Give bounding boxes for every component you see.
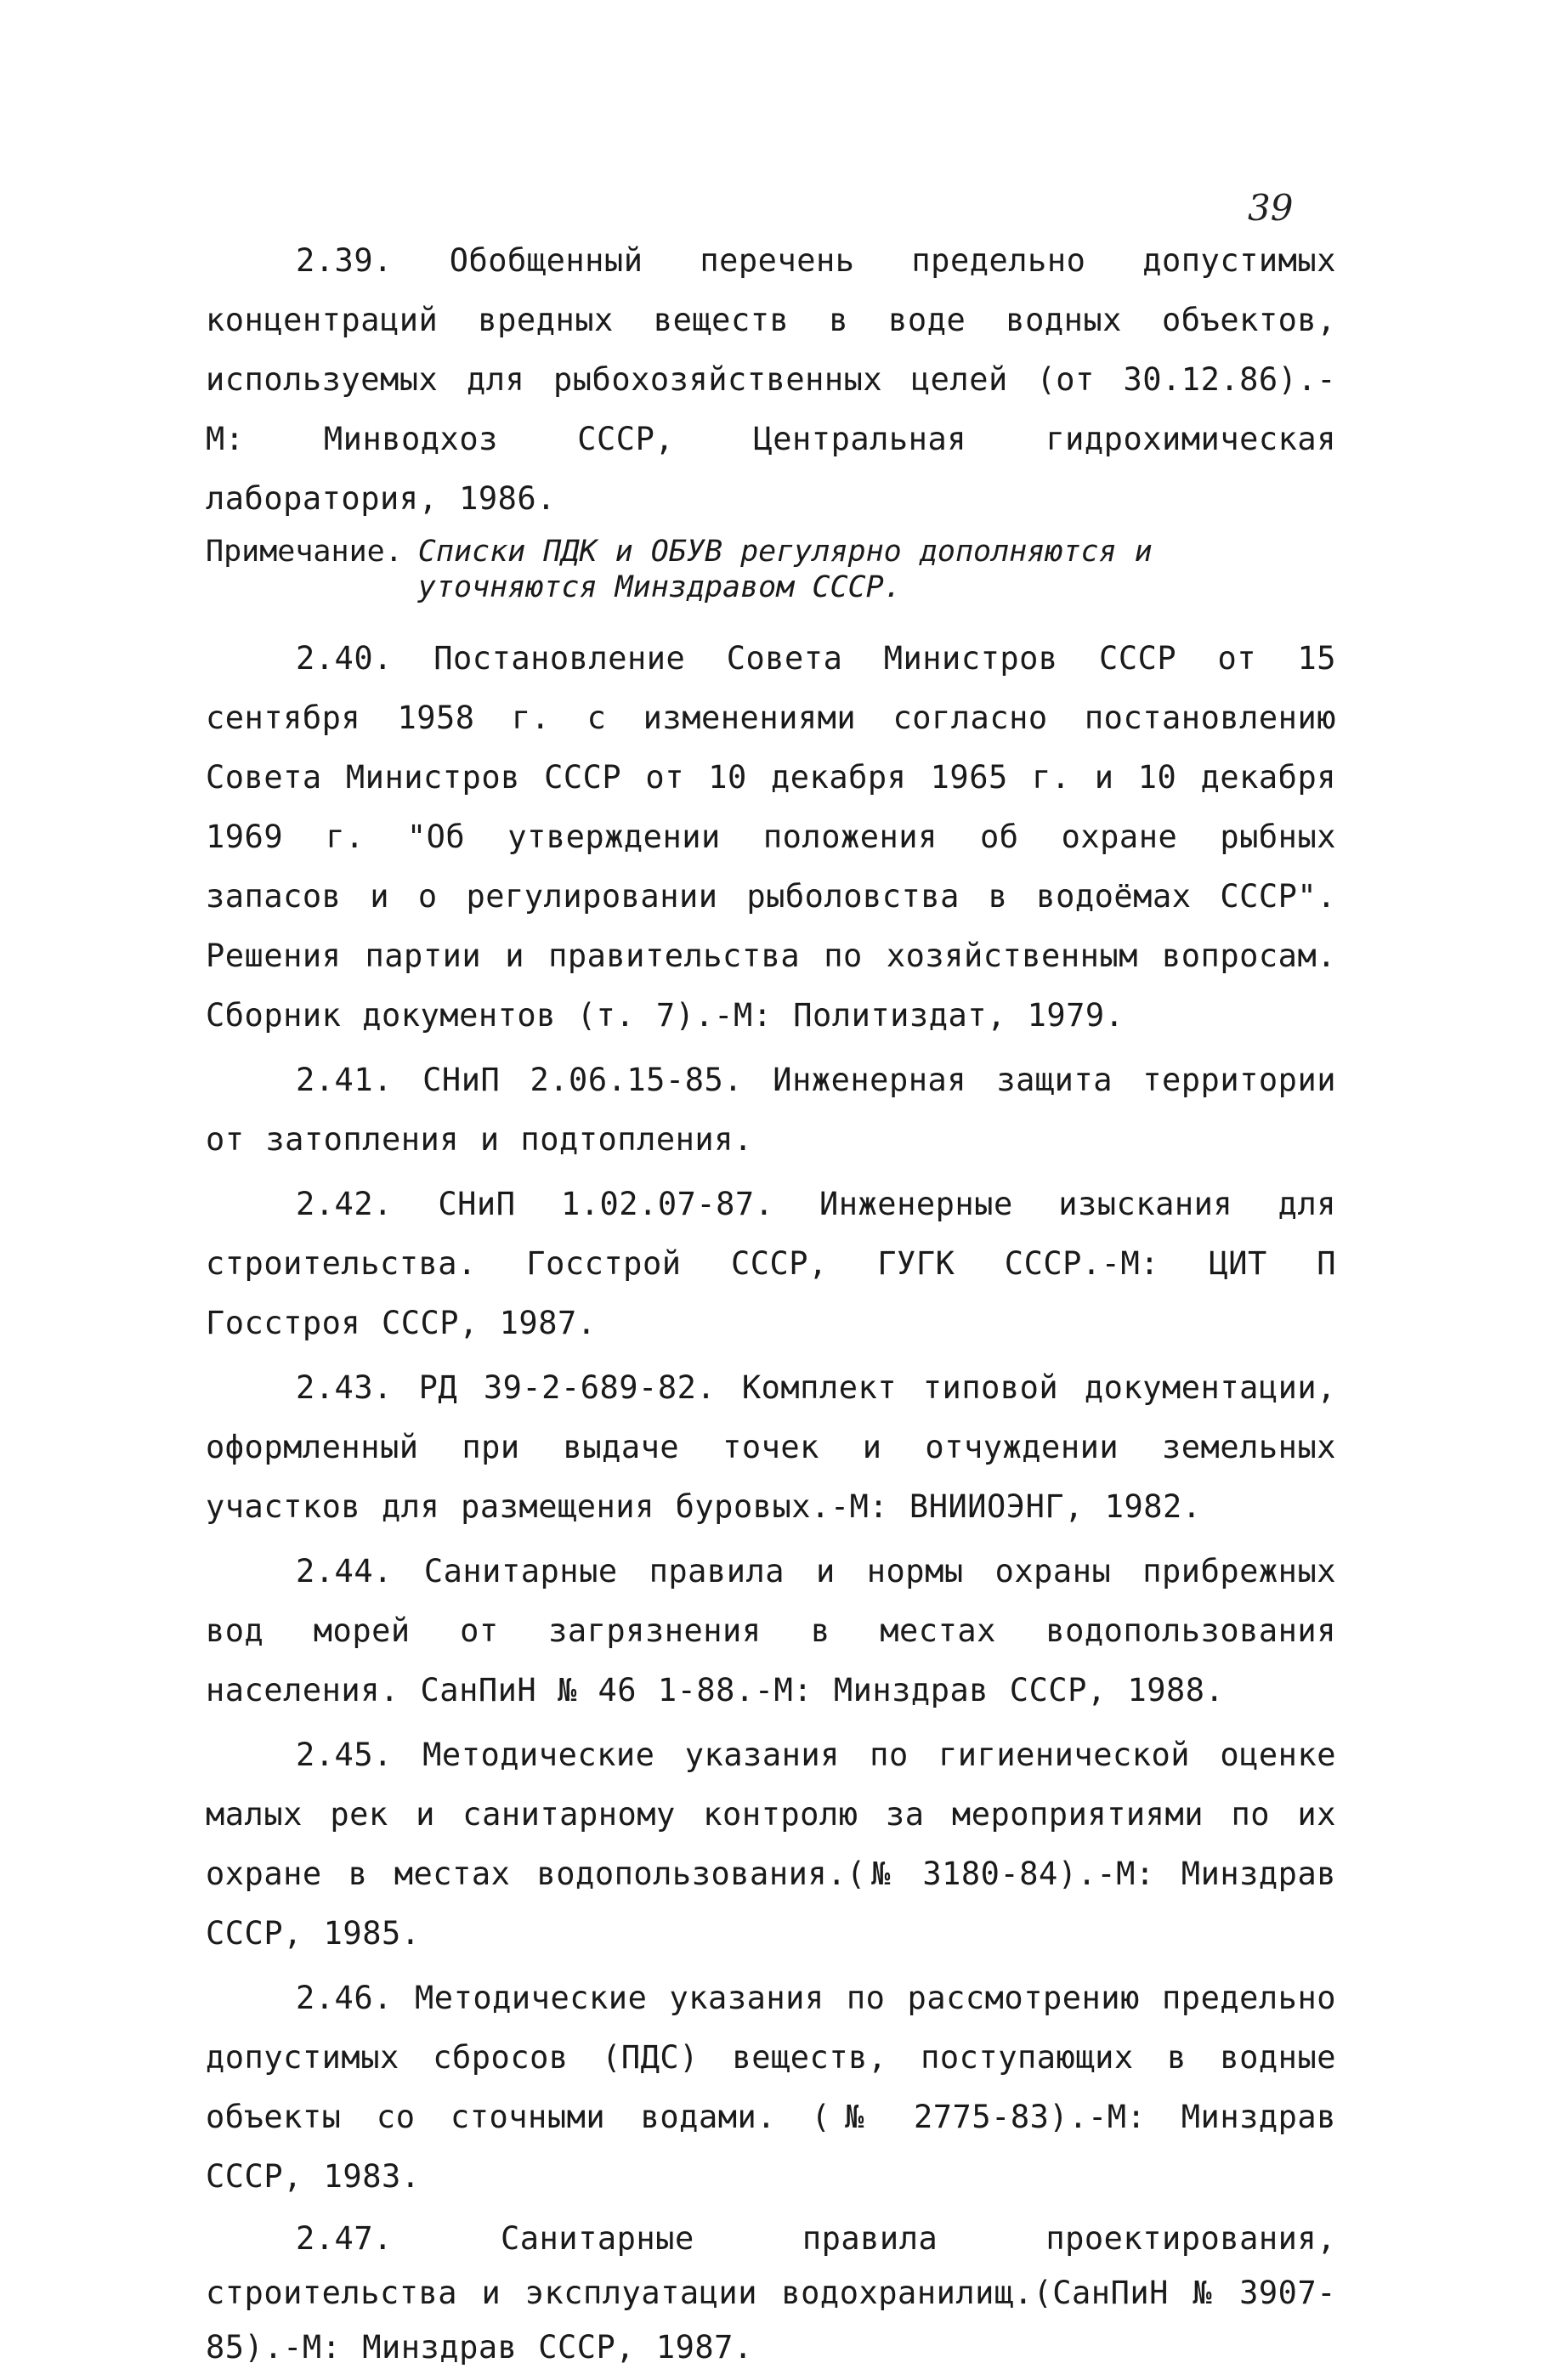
reference-entry-2-41: 2.41. СНиП 2.06.15-85. Инженерная защита территории от затопления и подтопления. <box>206 1062 1336 1158</box>
note-text: Списки ПДК и ОБУВ регулярно дополняются и уточняются Минздравом СССР. <box>417 535 1153 604</box>
reference-entry-2-45: 2.45. Методические указания по гигиенической оценке малых рек и санитарному контролю за мероприятиями по их охране в местах водопользования.(№ 3180-84).-М: Минздрав СССР, 1985. <box>206 1737 1336 1952</box>
note-label: Примечание. <box>206 535 403 569</box>
reference-entry-2-46: 2.46. Методические указания по рассмотрению предельно допустимых сбросов (ПДС) веществ, поступающих в водные объекты со сточными водами. (№ 2775-83).-М: Минздрав СССР, 1983. <box>206 1980 1336 2195</box>
reference-entry-2-40: 2.40. Постановление Совета Министров СССР от 15 сентября 1958 г. с изменениями согласно постановлению Совета Министров СССР от 10 декабря 1965 г. и 10 декабря 1969 г. "Об утверждении положения об охране рыбных запасов и о регулировании рыболовства в водоёмах СССР". Решения партии и правительства по хозяйственным вопросам. Сборник документов (т. 7).-М: Политиздат, 1979. <box>206 640 1336 1034</box>
reference-entry-2-47: 2.47. Санитарные правила проектирования, строительства и эксплуатации водохранилищ.(СанПиН № 3907-85).-М: Минздрав СССР, 1987. <box>206 2220 1336 2366</box>
reference-entry-2-44: 2.44. Санитарные правила и нормы охраны прибрежных вод морей от загрязнения в местах водопользования населения. СанПиН № 46 1-88.-М: Минздрав СССР, 1988. <box>206 1553 1336 1708</box>
reference-list <box>206 231 1336 2380</box>
page-number: 39 <box>1248 187 1294 229</box>
reference-entry-2-39: 2.39. Обобщенный перечень предельно допустимых концентраций вредных веществ в воде водных объектов, используемых для рыбохозяйственных целей (от 30.12.86).-М: Минводхоз СССР, Центральная гидрохимическая лаборатория, 1986. <box>206 242 1336 517</box>
reference-entry-2-42: 2.42. СНиП 1.02.07-87. Инженерные изыскания для строительства. Госстрой СССР, ГУГК СССР.-М: ЦИТ П Госстроя СССР, 1987. <box>206 1186 1336 1341</box>
note-block <box>206 534 1336 605</box>
reference-entry-2-43: 2.43. РД 39-2-689-82. Комплект типовой документации, оформленный при выдаче точек и отчуждении земельных участков для размещения буровых.-М: ВНИИОЭНГ, 1982. <box>206 1369 1336 1525</box>
